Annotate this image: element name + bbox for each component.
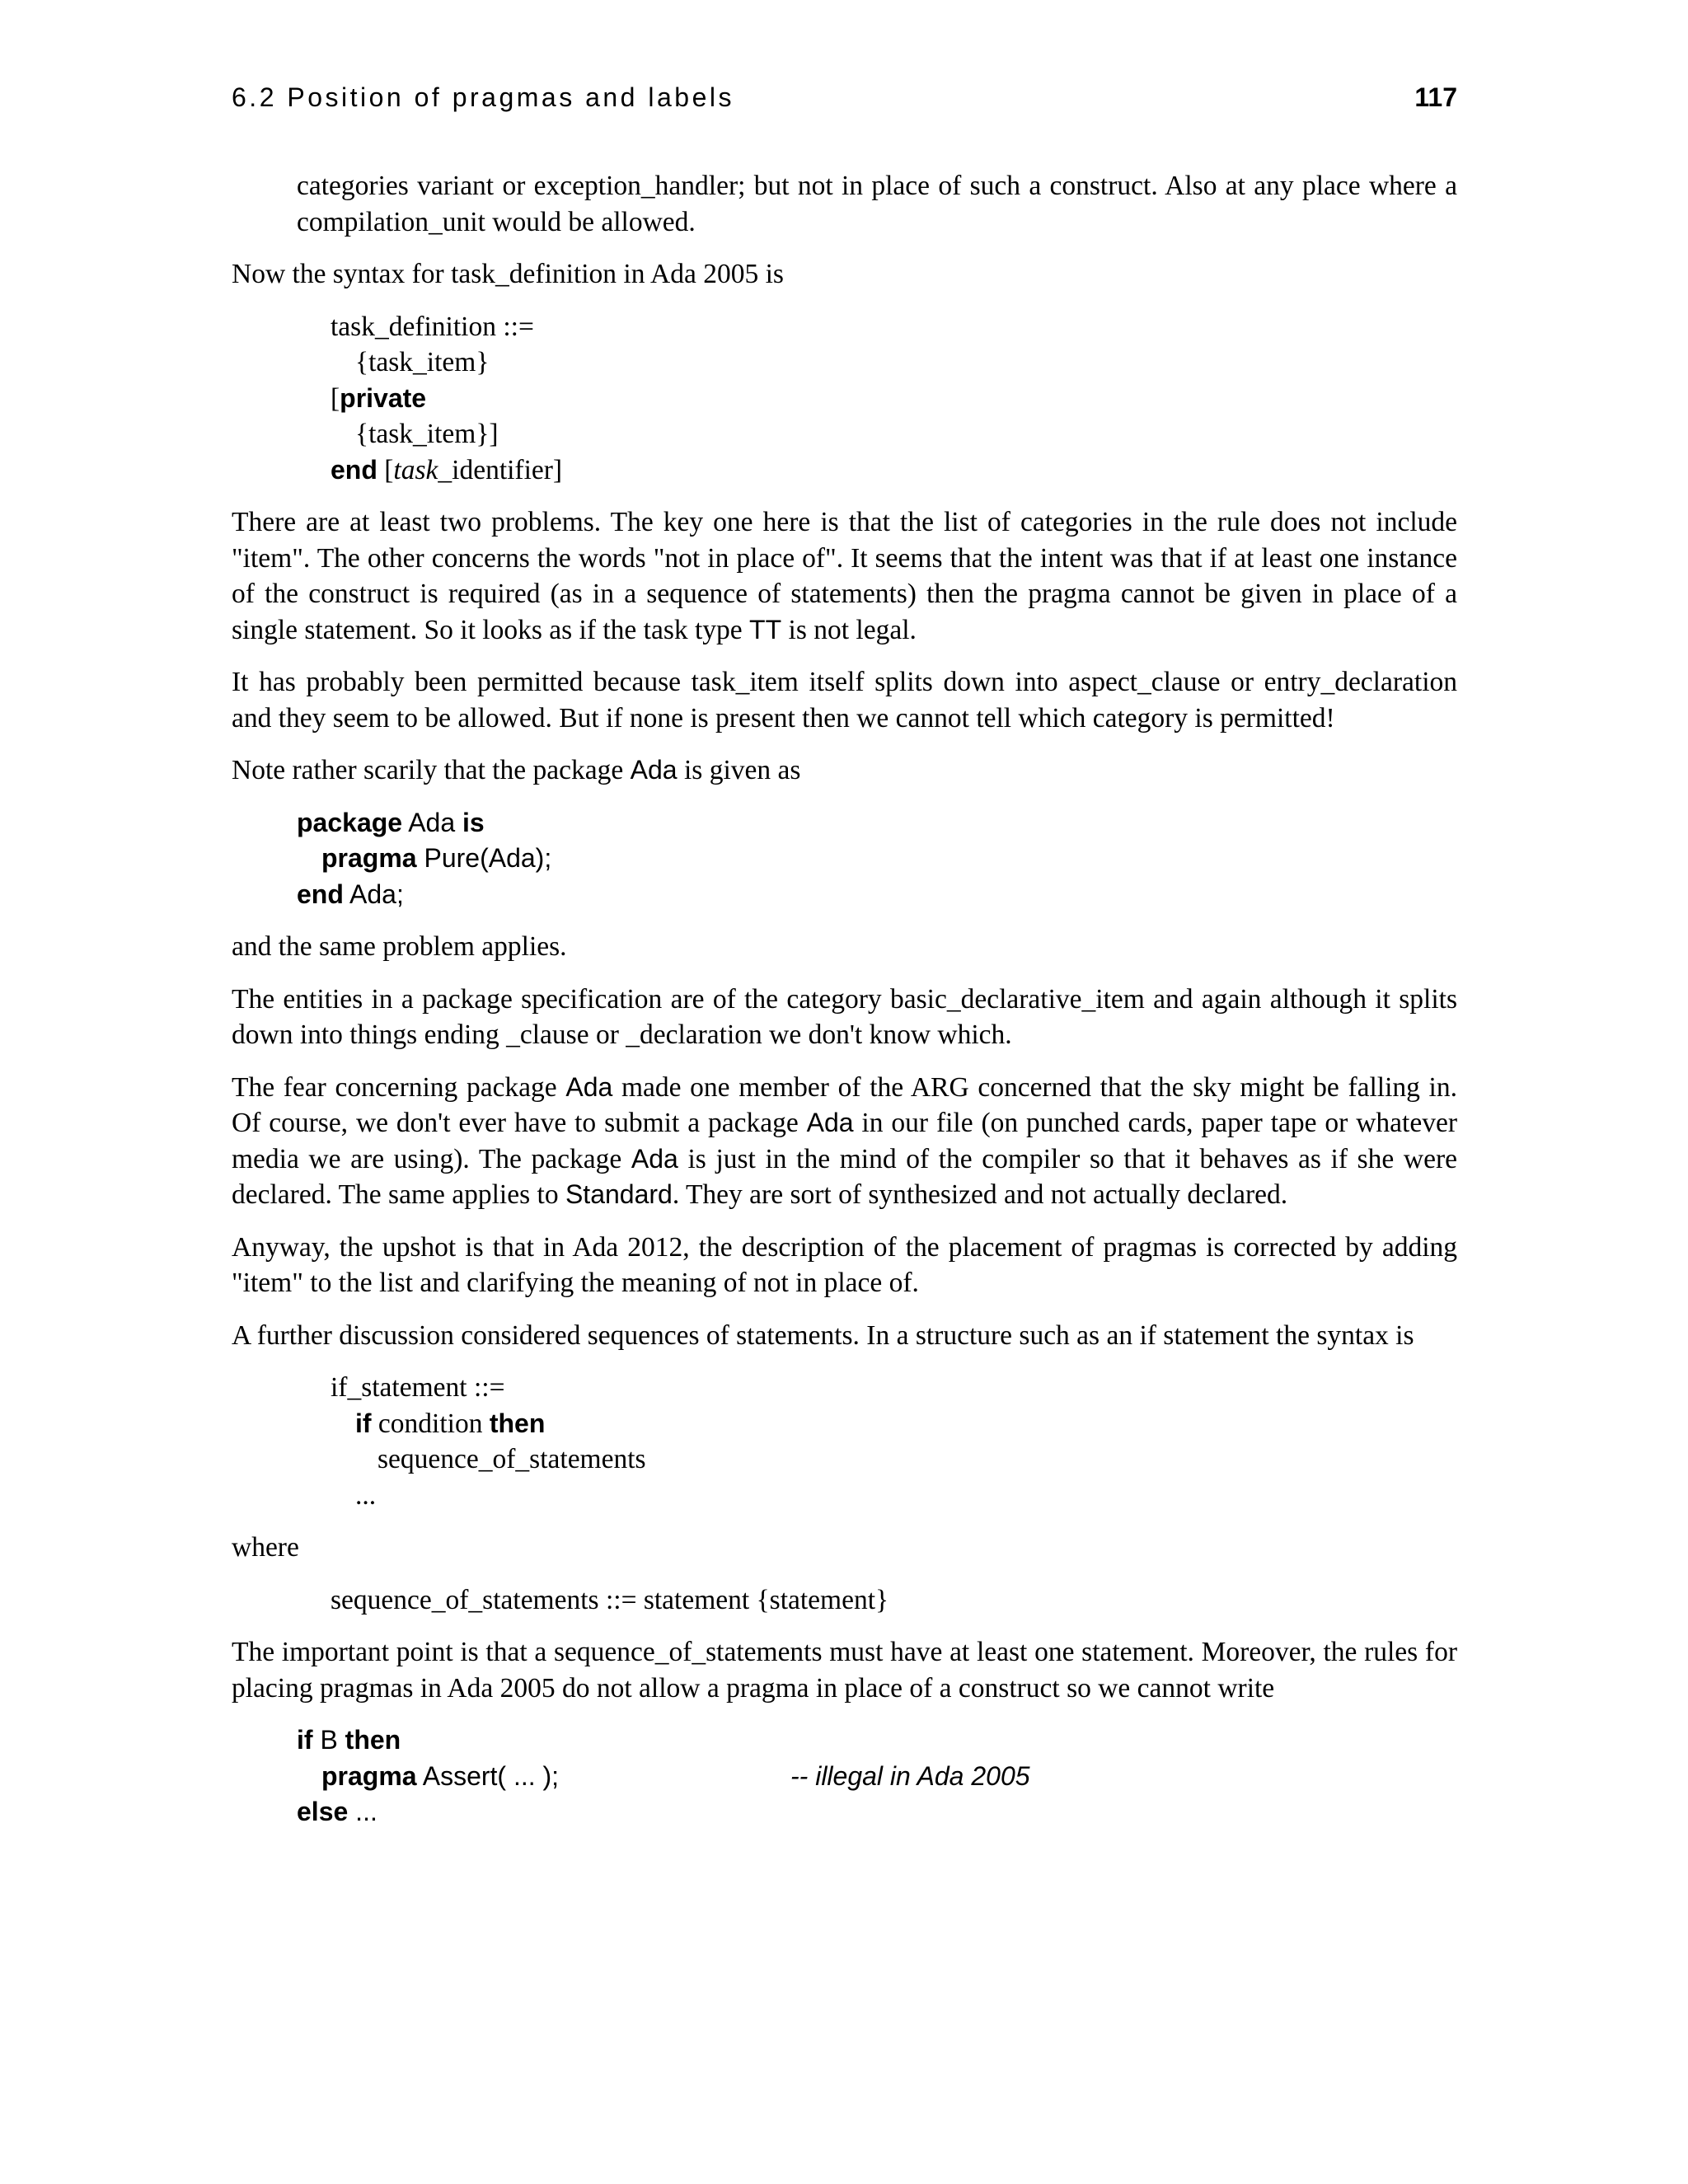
inline-code: Ada — [631, 1143, 678, 1174]
paragraph-entities: The entities in a package specification are of the category basic_declarative_item and again although it splits down into things ending _clause or _declaration we don't know which. — [232, 983, 1457, 1050]
paragraph-fear: The fear concerning package Ada made one member of the ARG concerned that the sky might be falling in. Of course, we don't ever have to submit a package Ada in our file (on punched cards, paper tape or whatever media we are using). The package Ada is just in the mind of the compiler so that it behaves as if she were declared. The same applies to Standard. They are sort of synthesized and not actually declared. — [232, 1071, 1457, 1210]
task-definition-syntax — [232, 309, 1457, 489]
syntax-line: {task_item} — [355, 347, 490, 377]
paragraph-further: A further discussion considered sequences of statements. In a structure such as an if statement the syntax is — [232, 1319, 1414, 1351]
page-body — [232, 168, 1457, 1847]
code-comment: -- illegal in Ada 2005 — [790, 1760, 1030, 1791]
paragraph-problems: There are at least two problems. The key one here is that the list of categories in the rule does not include "item". The other concerns the words "not in place of". It seems that the intent was that if at least one instance of the construct is required (as in a sequence of statements) then the pragma cannot be given in place of a single statement. So it looks as if the task type TT is not legal. — [232, 507, 1457, 645]
paragraph-important: The important point is that a sequence_of_statements must have at least one statement. Moreover, the rules for placing pragmas in Ada 2005 do not allow a pragma in place of a construct so we cannot write — [232, 1637, 1457, 1704]
syntax-line: if condition then — [355, 1408, 546, 1439]
page-number: 117 — [1414, 82, 1457, 112]
running-header — [232, 82, 1457, 119]
inline-code: Ada — [630, 755, 678, 785]
if-example-code — [232, 1722, 1457, 1830]
syntax-line: sequence_of_statements ::= statement {statement} — [331, 1584, 889, 1615]
inline-code: Standard — [565, 1179, 673, 1209]
keyword-end: end — [331, 454, 377, 485]
code-line: pragma Pure(Ada); — [321, 843, 552, 873]
sequence-syntax — [232, 1582, 1457, 1619]
inline-code: TT — [749, 614, 782, 644]
code-line: package Ada is — [297, 807, 485, 837]
inline-code: Ada — [806, 1108, 854, 1137]
section-title: 6.2 Position of pragmas and labels — [232, 82, 734, 112]
paragraph-scarily: Note rather scarily that the package Ada is given as — [232, 755, 801, 785]
paragraph-syntax-intro: Now the syntax for task_definition in Ada 2005 is — [232, 259, 784, 289]
paragraph-same-problem: and the same problem applies. — [232, 931, 567, 962]
paragraph-upshot: Anyway, the upshot is that in Ada 2012, the description of the placement of pragmas is corrected by adding "item" to the list and clarifying the meaning of not in place of. — [232, 1231, 1457, 1298]
keyword-private: private — [340, 382, 427, 413]
code-line: else ... — [297, 1797, 377, 1826]
continuation-paragraph: categories variant or exception_handler; but not in place of such a construct. Also at any place where a compilation_unit would be allowed. — [297, 171, 1457, 237]
syntax-line: task_definition ::= — [331, 311, 534, 342]
inline-code: Ada — [565, 1071, 613, 1102]
syntax-line: sequence_of_statements — [377, 1444, 646, 1474]
syntax-line: if_statement ::= — [331, 1372, 505, 1403]
if-statement-syntax — [232, 1370, 1457, 1513]
syntax-line: {task_item}] — [355, 419, 499, 449]
syntax-line: end [task_identifier] — [331, 454, 563, 485]
code-line: if B then — [297, 1725, 401, 1755]
paragraph-where: where — [232, 1532, 299, 1563]
syntax-line: [private — [331, 382, 427, 414]
code-line: end Ada; — [297, 879, 404, 909]
code-line: pragma Assert( ... ); -- illegal in Ada 2005 — [297, 1759, 1457, 1795]
syntax-line: ... — [355, 1479, 377, 1511]
ada-package-code — [232, 805, 1457, 913]
paragraph-permitted: It has probably been permitted because task_item itself splits down into aspect_clause or entry_declaration and they seem to be allowed. But if none is present then we cannot tell which category is permitted! — [232, 667, 1457, 733]
